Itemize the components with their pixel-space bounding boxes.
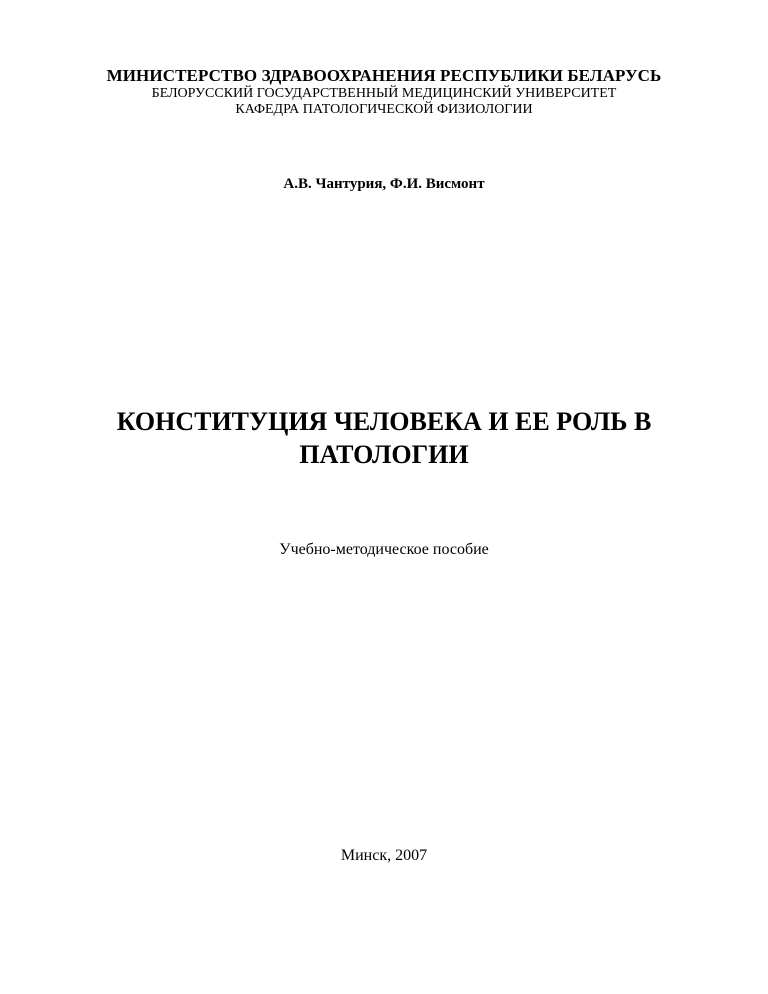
authors-line: А.В. Чантурия, Ф.И. Висмонт (283, 176, 485, 192)
document-subtitle: Учебно-методическое пособие (279, 541, 489, 558)
document-title (0, 405, 768, 471)
ministry-heading: МИНИСТЕРСТВО ЗДРАВООХРАНЕНИЯ РЕСПУБЛИКИ БЕЛАРУСЬ (106, 66, 662, 85)
department-heading: КАФЕДРА ПАТОЛОГИЧЕСКОЙ ФИЗИОЛОГИИ (235, 102, 533, 117)
university-heading: БЕЛОРУССКИЙ ГОСУДАРСТВЕННЫЙ МЕДИЦИНСКИЙ УНИВЕРСИТЕТ (151, 86, 617, 101)
document-title-line-2: ПАТОЛОГИИ (299, 440, 469, 469)
imprint-city-year: Минск, 2007 (340, 847, 428, 864)
document-title-line-1: КОНСТИТУЦИЯ ЧЕЛОВЕКА И ЕЕ РОЛЬ В (116, 407, 652, 436)
